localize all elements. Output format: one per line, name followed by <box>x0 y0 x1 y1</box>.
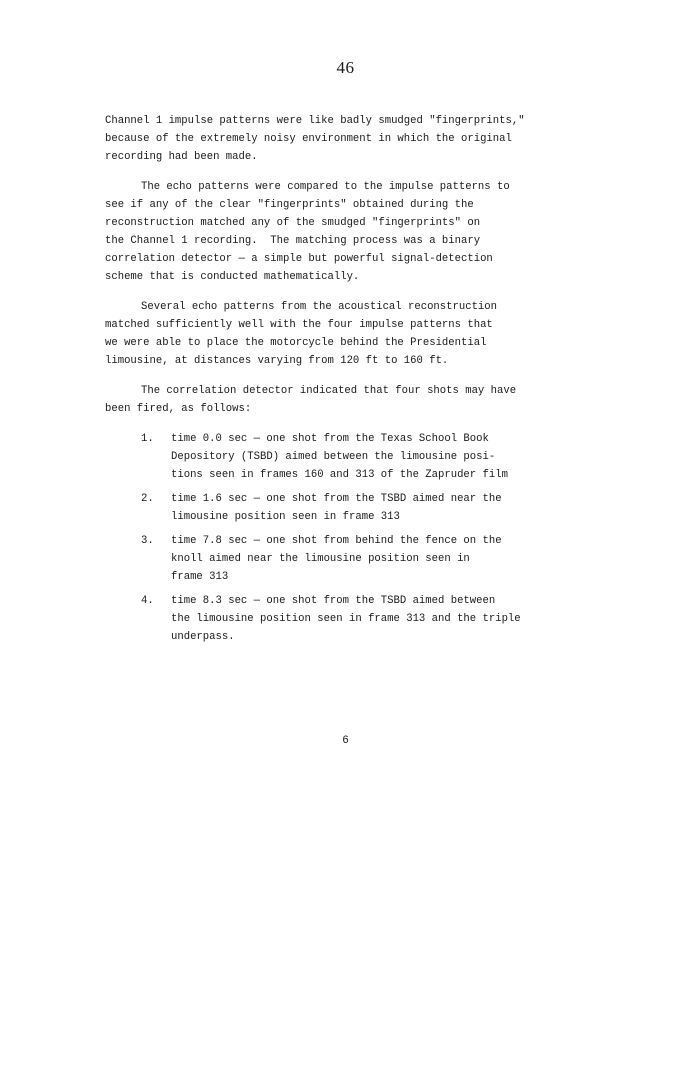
paragraph-reconstruction <box>105 298 605 370</box>
shot-item-4 <box>105 592 605 646</box>
text-line: time 7.8 sec — one shot from behind the fence on the <box>171 535 502 547</box>
page-number-bottom: 6 <box>342 735 349 747</box>
text-line: scheme that is conducted mathematically. <box>105 271 360 283</box>
shot-number: 3. <box>141 535 154 547</box>
text-line: knoll aimed near the limousine position seen in <box>171 553 470 565</box>
shot-number: 1. <box>141 433 154 445</box>
text-line: Depository (TSBD) aimed between the limousine posi- <box>171 451 496 463</box>
text-line: Channel 1 impulse patterns were like badly smudged "fingerprints," <box>105 115 525 127</box>
text-line: correlation detector — a simple but powerful signal-detection <box>105 253 493 265</box>
body-text <box>105 112 605 652</box>
text-line: tions seen in frames 160 and 313 of the Zapruder film <box>171 469 508 481</box>
text-line: because of the extremely noisy environment in which the original <box>105 133 512 145</box>
text-line: limousine position seen in frame 313 <box>171 511 400 523</box>
text-line: Several echo patterns from the acoustical reconstruction <box>141 301 498 313</box>
text-line: underpass. <box>171 631 235 643</box>
paragraph-correlation-detector <box>105 382 605 418</box>
paragraph-fingerprints <box>105 112 605 166</box>
shot-item-1 <box>105 430 605 484</box>
shot-list <box>105 430 605 646</box>
shot-item-3 <box>105 532 605 586</box>
text-line: recording had been made. <box>105 151 258 163</box>
text-line: The echo patterns were compared to the impulse patterns to <box>141 181 510 193</box>
text-line: we were able to place the motorcycle behind the Presidential <box>105 337 487 349</box>
shot-number: 2. <box>141 493 154 505</box>
text-line: frame 313 <box>171 571 229 583</box>
text-line: time 8.3 sec — one shot from the TSBD aimed between <box>171 595 496 607</box>
paragraph-echo-patterns <box>105 178 605 286</box>
shot-number: 4. <box>141 595 154 607</box>
text-line: time 0.0 sec — one shot from the Texas School Book <box>171 433 489 445</box>
text-line: the limousine position seen in frame 313 and the triple <box>171 613 521 625</box>
text-line: see if any of the clear "fingerprints" obtained during the <box>105 199 474 211</box>
text-line: the Channel 1 recording. The matching process was a binary <box>105 235 481 247</box>
text-line: time 1.6 sec — one shot from the TSBD aimed near the <box>171 493 502 505</box>
text-line: matched sufficiently well with the four impulse patterns that <box>105 319 493 331</box>
page-number-top: 46 <box>336 58 355 77</box>
text-line: limousine, at distances varying from 120 ft to 160 ft. <box>105 355 449 367</box>
text-line: The correlation detector indicated that four shots may have <box>141 385 517 397</box>
text-line: been fired, as follows: <box>105 403 252 415</box>
shot-item-2 <box>105 490 605 526</box>
text-line: reconstruction matched any of the smudged "fingerprints" on <box>105 217 481 229</box>
